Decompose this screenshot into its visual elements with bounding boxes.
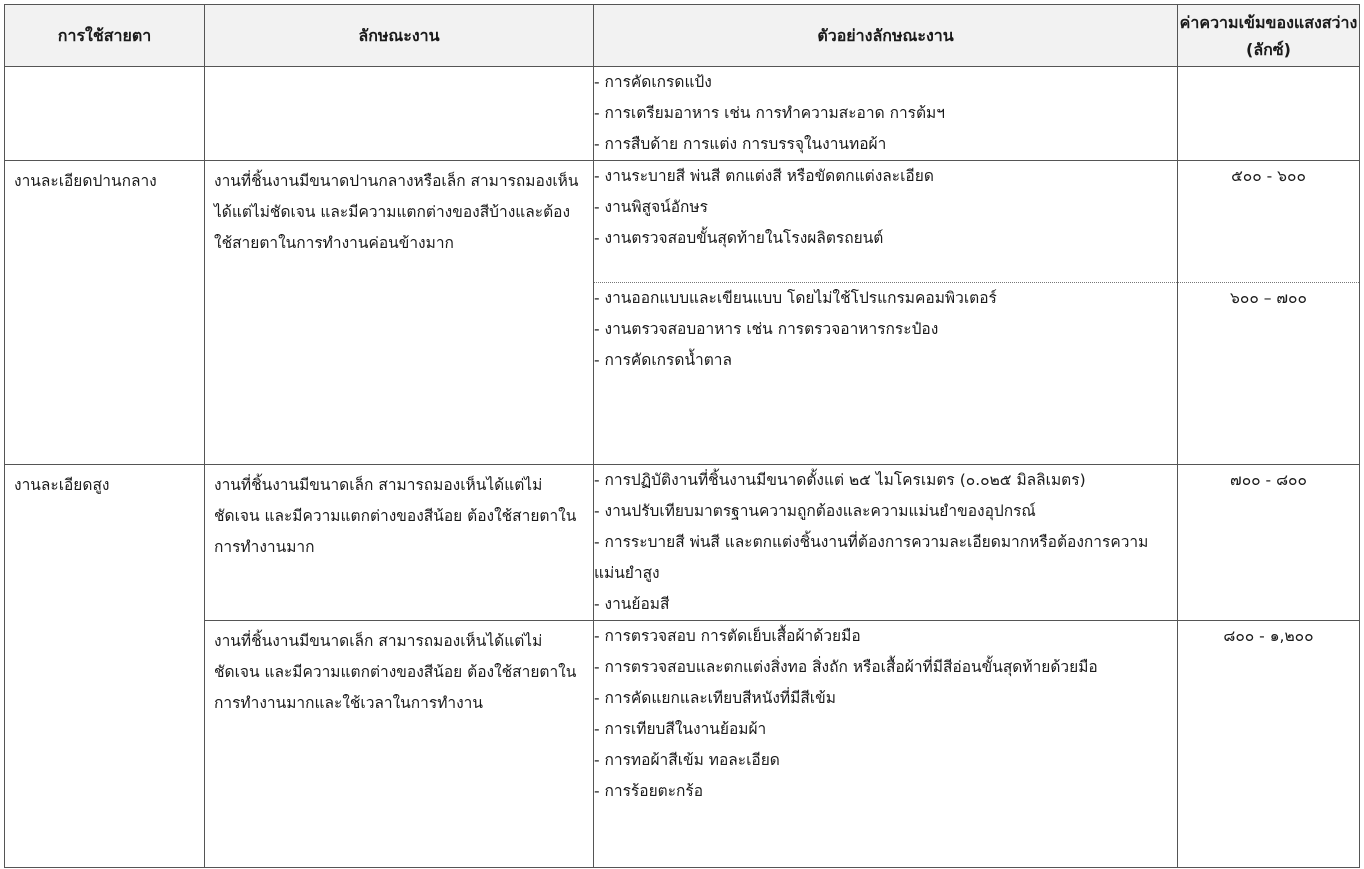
examples-cell [594, 282, 1178, 465]
usage-cell: งานละเอียดปานกลาง [5, 161, 205, 283]
example-item: - งานตรวจสอบขั้นสุดท้ายในโรงผลิตรถยนต์ [594, 229, 884, 247]
header-lux: ค่าความเข้มของแสงสว่าง (ลักซ์) [1178, 5, 1360, 67]
work-type-cell [205, 67, 594, 161]
example-item: - การเทียบสีในงานย้อมผ้า [594, 720, 767, 738]
header-examples: ตัวอย่างลักษณะงาน [594, 5, 1178, 67]
table-row [5, 67, 1360, 161]
lux-cell: ๖๐๐ – ๗๐๐ [1178, 282, 1360, 465]
example-item: - การระบายสี พ่นสี และตกแต่งชิ้นงานที่ต้องการความละเอียดมากหรือต้องการความแม่นยำสูง [594, 533, 1149, 582]
usage-cell [5, 67, 205, 161]
examples-cell [594, 67, 1178, 161]
header-usage: การใช้สายตา [5, 5, 205, 67]
example-item: - การตรวจสอบ การตัดเย็บเสื้อผ้าด้วยมือ [594, 627, 861, 645]
illuminance-table [4, 4, 1360, 868]
usage-cell [5, 621, 205, 868]
example-item: - งานออกแบบและเขียนแบบ โดยไม่ใช้โปรแกรมคอมพิวเตอร์ [594, 288, 997, 307]
examples-cell [594, 161, 1178, 283]
work-type-cell: งานที่ชิ้นงานมีขนาดปานกลางหรือเล็ก สามารถมองเห็นได้แต่ไม่ชัดเจน และมีความแตกต่างของสีบ้างและต้องใช้สายตาในการทำงานค่อนข้างมาก [205, 161, 594, 283]
example-item: - งานปรับเทียบมาตรฐานความถูกต้องและความแม่นยำของอุปกรณ์ [594, 502, 1036, 520]
example-item: - งานระบายสี พ่นสี ตกแต่งสี หรือขัดตกแต่งละเอียด [594, 167, 934, 185]
example-item: - งานตรวจสอบอาหาร เช่น การตรวจอาหารกระป๋อง [594, 319, 939, 338]
example-item: - การคัดเกรดน้ำตาล [594, 350, 733, 369]
work-type-cell: งานที่ชิ้นงานมีขนาดเล็ก สามารถมองเห็นได้แต่ไม่ชัดเจน และมีความแตกต่างของสีน้อย ต้องใช้สายตาในการทำงานมาก [205, 465, 594, 621]
example-item: - การทอผ้าสีเข้ม ทอละเอียด [594, 751, 780, 769]
example-item: - การคัดแยกและเทียบสีหนังที่มีสีเข้ม [594, 689, 836, 707]
example-item: - งานย้อมสี [594, 595, 670, 613]
example-item: - การร้อยตะกร้อ [594, 782, 704, 800]
example-item: - งานพิสูจน์อักษร [594, 198, 708, 216]
examples-cell [594, 621, 1178, 868]
work-type-cell: งานที่ชิ้นงานมีขนาดเล็ก สามารถมองเห็นได้แต่ไม่ชัดเจน และมีความแตกต่างของสีน้อย ต้องใช้สายตาในการทำงานมากและใช้เวลาในการทำงาน [205, 621, 594, 868]
lux-cell: ๘๐๐ - ๑,๒๐๐ [1178, 621, 1360, 868]
examples-cell [594, 465, 1178, 621]
lux-cell [1178, 67, 1360, 161]
table-row [5, 465, 1360, 621]
lux-cell: ๗๐๐ - ๘๐๐ [1178, 465, 1360, 621]
example-item: - การปฏิบัติงานที่ชิ้นงานมีขนาดตั้งแต่ ๒๕ ไมโครเมตร (๐.๐๒๕ มิลลิเมตร) [594, 471, 1086, 489]
lux-cell: ๕๐๐ - ๖๐๐ [1178, 161, 1360, 283]
table-row [5, 161, 1360, 283]
table-row [5, 621, 1360, 868]
work-type-cell [205, 282, 594, 465]
header-row [5, 5, 1360, 67]
example-item: - การเตรียมอาหาร เช่น การทำความสะอาด การต้มฯ [594, 104, 945, 122]
usage-cell: งานละเอียดสูง [5, 465, 205, 621]
table-row [5, 282, 1360, 465]
example-item: - การสืบด้าย การแต่ง การบรรจุในงานทอผ้า [594, 135, 887, 153]
usage-cell [5, 282, 205, 465]
example-item: - การคัดเกรดแป้ง [594, 73, 712, 91]
example-item: - การตรวจสอบและตกแต่งสิ่งทอ สิ่งถัก หรือเสื้อผ้าที่มีสีอ่อนขั้นสุดท้ายด้วยมือ [594, 658, 1098, 676]
header-work-type: ลักษณะงาน [205, 5, 594, 67]
